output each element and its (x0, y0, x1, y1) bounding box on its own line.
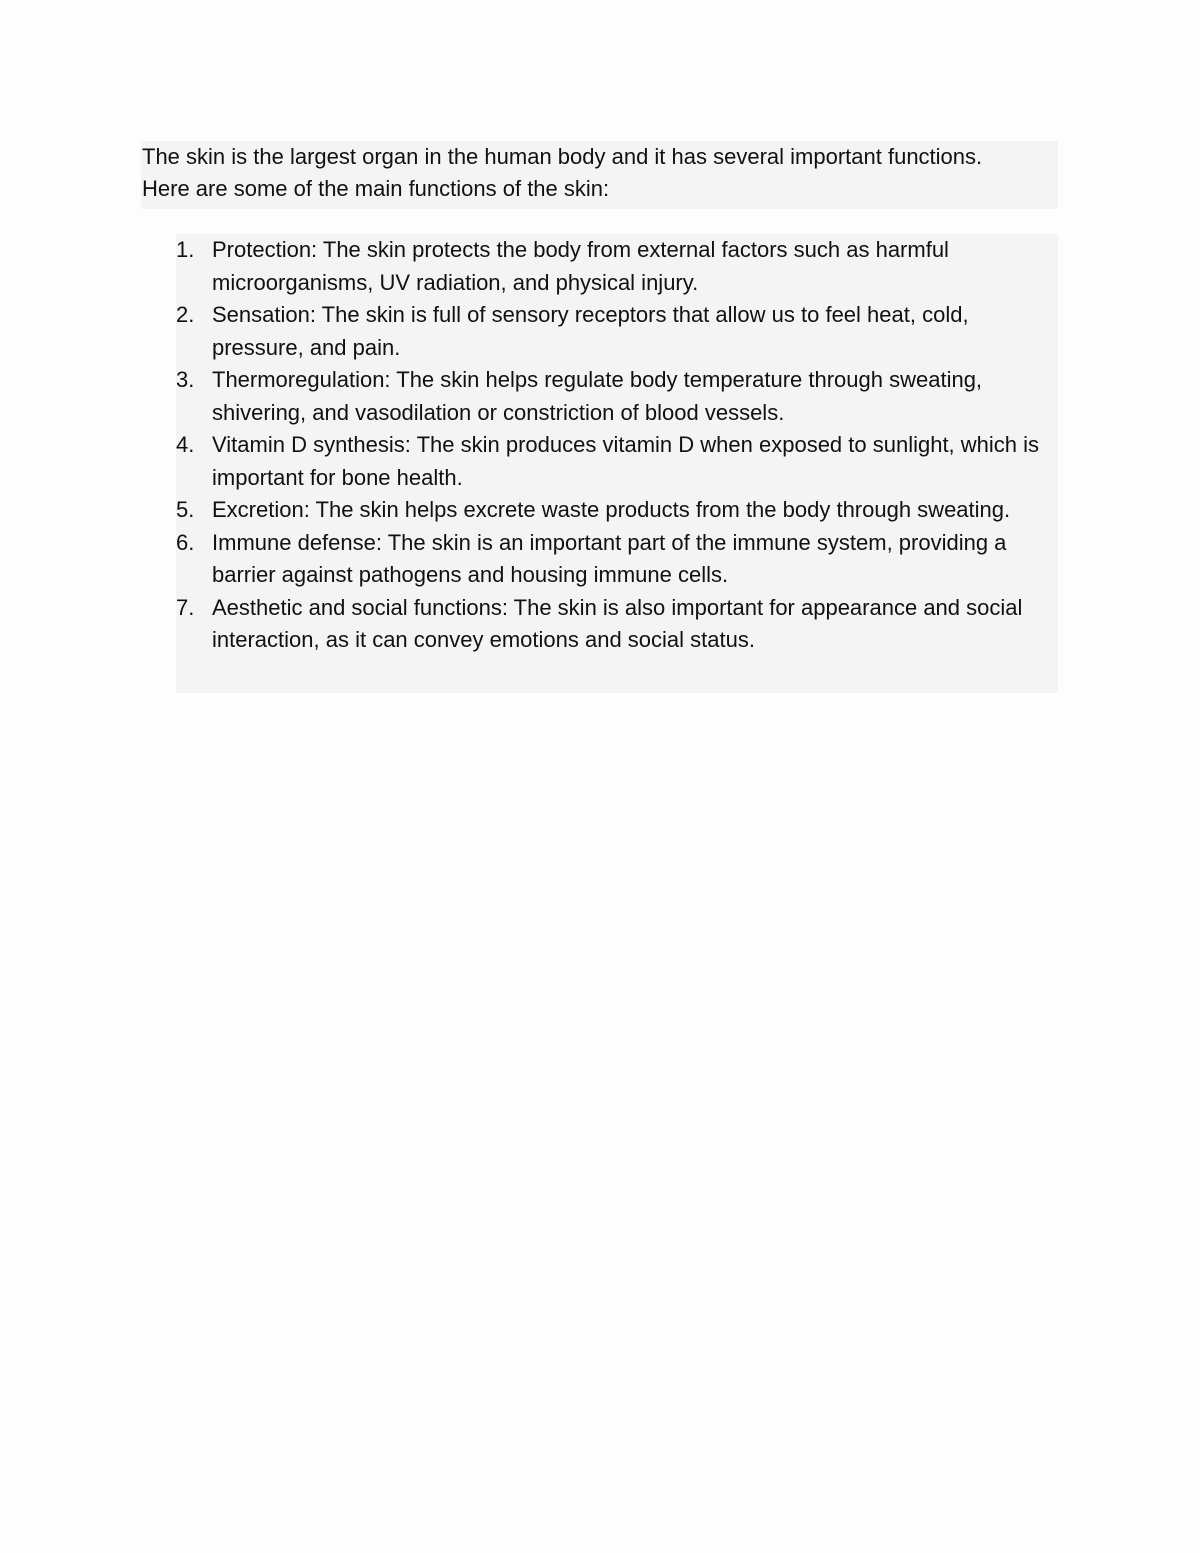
list-item (176, 364, 1058, 429)
list-item-text: Protection: The skin protects the body from external factors such as harmful microorganisms, UV radiation, and physical injury. (212, 237, 949, 295)
list-item-number: 7. (176, 594, 195, 620)
list-item-number: 4. (176, 432, 195, 457)
list-item-number: 3. (176, 367, 195, 392)
functions-list-block (176, 234, 1058, 693)
list-item-number: 2. (176, 302, 195, 327)
list-item-number: 5. (176, 497, 195, 522)
list-item-text: Vitamin D synthesis: The skin produces vitamin D when exposed to sunlight, which is important for bone health. (212, 432, 1040, 490)
list-item-number: 1. (176, 237, 195, 262)
list-item-text: Immune defense: The skin is an important part of the immune system, providing a barrier against pathogens and housing immune cells. (212, 529, 1007, 587)
list-item (176, 592, 1058, 657)
list-item-text: Thermoregulation: The skin helps regulate body temperature through sweating, shivering, and vasodilation or constriction of blood vessels. (212, 367, 983, 425)
list-item (176, 234, 1058, 299)
list-item-text: Aesthetic and social functions: The skin is also important for appearance and social interaction, as it can convey emotions and social status. (212, 594, 1023, 652)
list-item (176, 527, 1058, 592)
list-item (176, 494, 1058, 527)
functions-list (176, 234, 1058, 657)
list-item-text: Excretion: The skin helps excrete waste products from the body through sweating. (212, 497, 1011, 522)
list-item-number: 6. (176, 529, 195, 555)
list-item (176, 299, 1058, 364)
intro-paragraph: The skin is the largest organ in the human body and it has several important functions. Here are some of the main functions of the skin: (141, 141, 1058, 209)
list-item (176, 429, 1058, 494)
list-item-text: Sensation: The skin is full of sensory receptors that allow us to feel heat, cold, pressure, and pain. (212, 302, 969, 360)
